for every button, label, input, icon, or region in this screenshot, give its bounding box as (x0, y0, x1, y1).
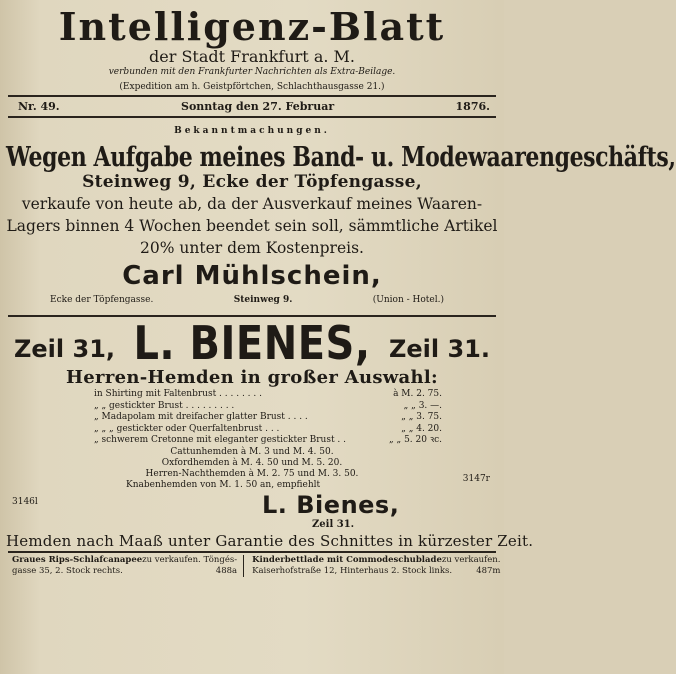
price-line: Herren-Nachthemden à M. 2. 75 und M. 3. 50. (145, 468, 359, 479)
bienes-signature: L. Bienes, (262, 490, 400, 519)
price-line: Cattunhemden à M. 3 und M. 4. 50. (170, 446, 334, 457)
divider (8, 116, 496, 118)
ad-footer-line: Hemden nach Maaß unter Garantie des Schnittes in kürzester Zeit. (6, 531, 534, 550)
price-item: „ schwerem Cretonne mit eleganter gestickter Brust . . „ „ 5. 20 ꝛc. (94, 435, 442, 445)
ad-address: Steinweg 9, Ecke der Töpfengasse, (82, 172, 422, 192)
issue-number: Nr. 49. (18, 100, 60, 113)
ad-headline: Herren-Hemden in großer Auswahl: (66, 367, 438, 388)
price-list (6, 389, 498, 447)
issue-year: 1876. (455, 100, 490, 113)
advertisement-bienes (6, 317, 534, 551)
price-item: „ „ gestickter Brust . . . . . . . . . „ „ 3. —. (94, 400, 442, 411)
expedition-address: (Expedition am h. Geistpförtchen, Schlachthausgasse 21.) (119, 82, 385, 92)
bienes-address: Zeil 31. (312, 518, 355, 530)
price-line: Oxfordhemden à M. 4. 50 und M. 5. 20. (161, 457, 343, 468)
small-ads (6, 553, 501, 577)
newspaper-affiliation: verbunden mit den Frankfurter Nachrichten als Extra-Beilage. (108, 67, 396, 77)
masthead (6, 0, 498, 95)
bienes-header (6, 317, 498, 371)
issue-date: Sonntag den 27. Februar (181, 100, 335, 113)
advertiser-name: Carl Mühlschein, (122, 261, 382, 291)
advertiser-location (6, 293, 498, 307)
ad-code: 3146l (12, 497, 38, 507)
ad-text-line: verkaufe von heute ab, da der Ausverkauf meines Waaren- (21, 195, 483, 213)
location-right: (Union - Hotel.) (372, 295, 444, 305)
newspaper-title: Intelligenz-Blatt (58, 4, 446, 49)
section-heading: Bekanntmachungen. (174, 126, 330, 136)
dateline (6, 97, 498, 116)
small-ad-canapee: Graues Rips-Schlafcanapee zu verkaufen. Töngés- gasse 35, 2. Stock rechts. 488a (12, 554, 238, 576)
newspaper-subtitle: der Stadt Frankfurt a. M. (149, 47, 355, 66)
price-item: in Shirting mit Faltenbrust . . . . . . . . à M. 2. 75. (94, 389, 442, 399)
price-item: „ Madapolam mit dreifacher glatter Brust . . . . „ „ 3. 75. (94, 412, 442, 422)
small-ad-kinderbettlade: Kinderbettlade mit Commodeschublade zu verkaufen. Kaiserhofstraße 12, Hinterhaus 2. Stock links. 487m (243, 555, 500, 577)
price-line: Knabenhemden von M. 1. 50 an, empfiehlt (126, 479, 321, 490)
location-middle: Steinweg 9. (233, 295, 293, 305)
zeil-left: Zeil 31, (14, 335, 116, 363)
location-left: Ecke der Töpfengasse. (50, 295, 154, 305)
ad-text-line: 20% unter dem Kostenpreis. (140, 239, 364, 257)
price-item: „ „ „ gestickter oder Querfaltenbrust . . . „ „ 4. 20. (94, 423, 442, 434)
zeil-right: Zeil 31. (388, 335, 490, 363)
ad-headline: Wegen Aufgabe meines Band- u. Modewaarengeschäfts, (6, 140, 676, 174)
bienes-name: L. BIENES, (133, 317, 371, 371)
ad-text-line: Lagers binnen 4 Wochen beendet sein soll, sämmtliche Artikel (6, 217, 498, 235)
ad-code: 3147r (462, 474, 490, 484)
